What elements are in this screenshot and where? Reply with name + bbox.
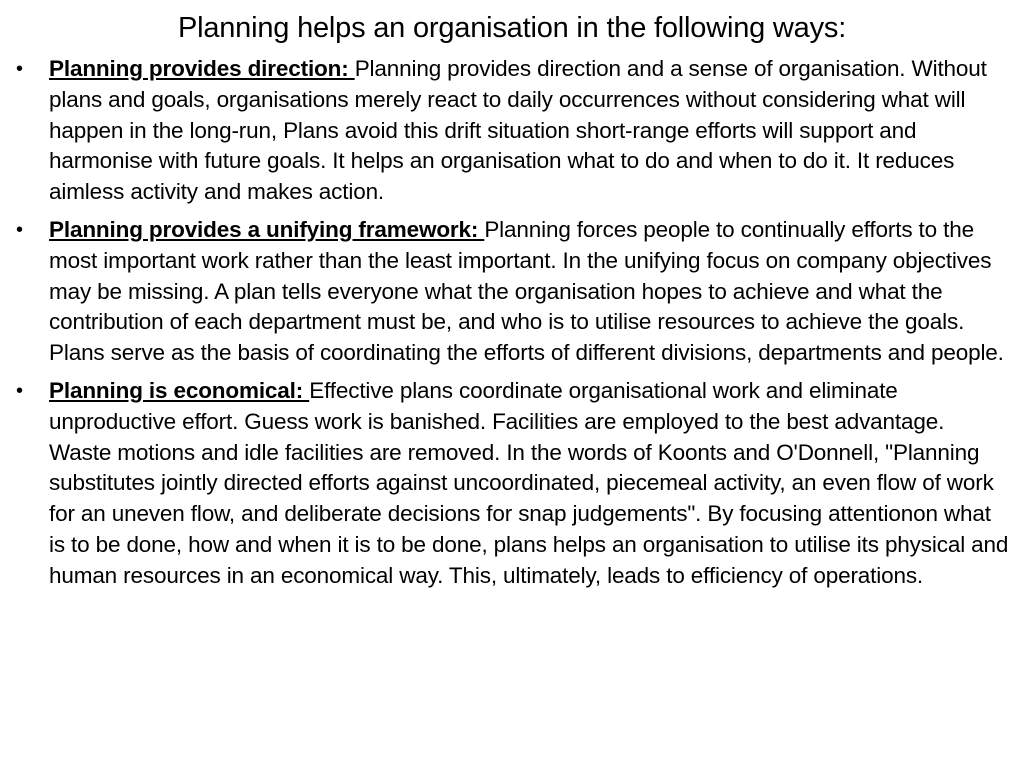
- bullet-item-economical: [0, 376, 1024, 592]
- slide-title: Planning helps an organisation in the following ways:: [177, 12, 847, 44]
- bullet-heading: Planning provides a unifying framework:: [49, 216, 485, 242]
- bullet-heading: Planning provides direction:: [49, 56, 355, 81]
- bullet-item-direction: [0, 54, 1024, 208]
- bullet-item-unifying-framework: [0, 215, 1024, 369]
- bullet-list: [0, 54, 1024, 599]
- bullet-body: Effective plans coordinate organisational work and eliminate unproductive effort. Guess work is banished. Facilities are employed to the best advantage. Waste motions and idle facilities are removed. In the words of Koonts and O'Donnell, "Planning substitutes jointly directed efforts against uncoordinated, piecemeal activity, an even flow of work for an uneven flow, and deliberate decisions for snap judgements". By focusing attentionon what is to be done, how and when it is to be done, plans helps an organisation to utilise its physical and human resources in an economical way. This, ultimately, leads to efficiency of operations.: [49, 377, 1009, 588]
- bullet-icon: •: [16, 218, 23, 241]
- bullet-heading: Planning is economical:: [49, 377, 310, 403]
- bullet-body: Planning provides direction and a sense of organisation. Without plans and goals, organisations merely react to daily occurrences without considering what will happen in the long-run, Plans avoid this drift situation short-range efforts will support and harmonise with future goals. It helps an organisation what to do and when to do it. It reduces aimless activity and makes action.: [49, 56, 987, 205]
- bullet-icon: •: [16, 58, 23, 80]
- bullet-icon: •: [16, 379, 23, 402]
- bullet-body: Planning forces people to continually efforts to the most important work rather than the least important. In the unifying focus on company objectives may be missing. A plan tells everyone what the organisation hopes to achieve and what the contribution of each department must be, and who is to utilise resources to achieve the goals. Plans serve as the basis of coordinating the efforts of different divisions, departments and people.: [49, 216, 1004, 366]
